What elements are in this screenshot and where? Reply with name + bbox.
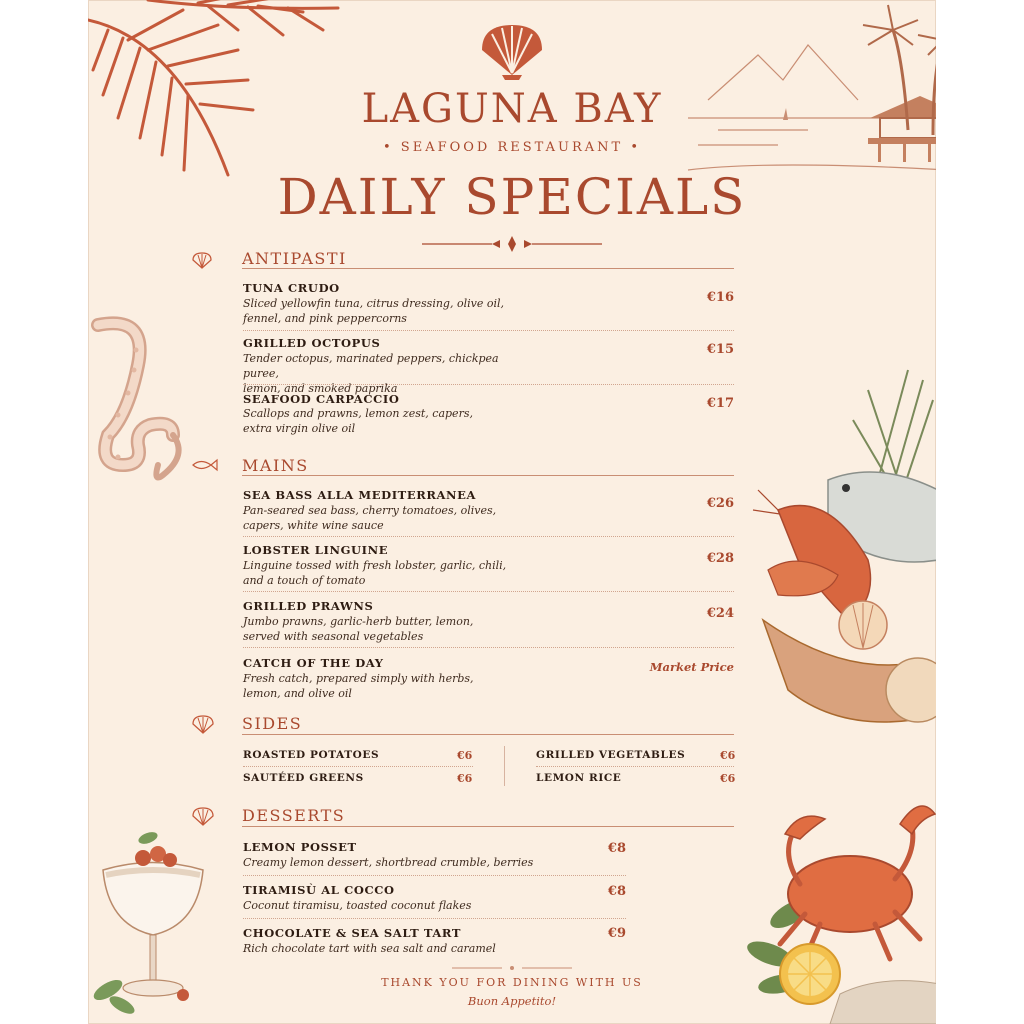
side-item-name: LEMON RICE (536, 772, 622, 784)
menu-item-description (243, 296, 523, 326)
shell-icon (192, 715, 214, 735)
side-item-name: SAUTÉED GREENS (243, 772, 364, 784)
shell-icon (192, 252, 212, 270)
section-heading-sides: SIDES (242, 714, 303, 733)
menu-item-price: €15 (706, 342, 734, 357)
menu-item-price: €26 (706, 496, 734, 511)
side-item-price: €6 (457, 772, 473, 785)
menu-item-price: €24 (706, 606, 734, 621)
title-divider-ornament (422, 234, 602, 254)
menu-item-price: Market Price (649, 660, 734, 674)
menu-item-description: Creamy lemon dessert, shortbread crumble, berries (243, 856, 534, 869)
menu-item-name: LEMON POSSET (243, 840, 357, 854)
item-separator (536, 766, 734, 767)
restaurant-name: LAGUNA BAY (361, 86, 663, 132)
item-separator (243, 647, 734, 648)
seafood-basket-illustration (758, 360, 936, 760)
side-item-price: €6 (720, 749, 736, 762)
section-heading-mains: MAINS (242, 456, 309, 475)
item-separator (243, 918, 626, 919)
sides-column-divider (504, 746, 505, 786)
desc-line: Tender octopus, marinated peppers, chickpea puree, (243, 352, 499, 380)
menu-item-price: €8 (607, 841, 626, 856)
octopus-tentacle-illustration (88, 315, 208, 485)
dessert-glass-illustration (88, 830, 218, 1020)
menu-item-description (243, 351, 523, 396)
section-heading-desserts: DESSERTS (242, 806, 346, 825)
menu-item-description: Rich chocolate tart with sea salt and caramel (243, 942, 496, 955)
footer-thanks: THANK YOU FOR DINING WITH US (381, 976, 643, 989)
desc-line: Pan-seared sea bass, cherry tomatoes, olives, (243, 504, 497, 517)
menu-item-price: €16 (706, 290, 734, 305)
menu-item-description: Coconut tiramisu, toasted coconut flakes (243, 899, 472, 912)
desc-line: served with seasonal vegetables (243, 630, 424, 643)
desc-line: Jumbo prawns, garlic-herb butter, lemon, (243, 615, 474, 628)
footer-ornament (452, 963, 572, 973)
menu-item-name: GRILLED PRAWNS (243, 599, 374, 613)
menu-item-price: €9 (607, 926, 626, 941)
section-rule (242, 826, 734, 827)
restaurant-tagline: • SEAFOOD RESTAURANT • (383, 140, 641, 155)
menu-item-description (243, 406, 523, 436)
section-heading-antipasti: ANTIPASTI (242, 249, 347, 268)
menu-item-description (243, 614, 523, 644)
section-rule (242, 475, 734, 476)
item-separator (243, 384, 734, 385)
section-rule (242, 268, 734, 269)
desc-line: extra virgin olive oil (243, 422, 356, 435)
crab-with-lemon-illustration (700, 794, 936, 1024)
menu-item-name: SEAFOOD CARPACCIO (243, 392, 400, 406)
page-title: DAILY SPECIALS (277, 168, 747, 226)
side-item-name: GRILLED VEGETABLES (536, 749, 686, 761)
menu-item-name: CATCH OF THE DAY (243, 656, 384, 670)
side-item-price: €6 (457, 749, 473, 762)
menu-item-name: TUNA CRUDO (243, 281, 340, 295)
desc-line: Fresh catch, prepared simply with herbs, (243, 672, 474, 685)
menu-item-name: CHOCOLATE & SEA SALT TART (243, 926, 461, 940)
menu-item-name: SEA BASS ALLA MEDITERRANEA (243, 488, 477, 502)
desc-line: Sliced yellowfin tuna, citrus dressing, olive oil, (243, 297, 504, 310)
scallop-shell-logo (477, 20, 547, 80)
menu-page (88, 0, 936, 1024)
item-separator (243, 591, 734, 592)
item-separator (243, 766, 473, 767)
desc-line: fennel, and pink peppercorns (243, 312, 407, 325)
menu-item-name: LOBSTER LINGUINE (243, 543, 389, 557)
menu-item-description (243, 558, 523, 588)
menu-item-price: €8 (607, 884, 626, 899)
item-separator (243, 330, 734, 331)
menu-item-price: €28 (706, 551, 734, 566)
item-separator (243, 875, 626, 876)
desc-line: lemon, and smoked paprika (243, 382, 398, 395)
desc-line: capers, white wine sauce (243, 519, 384, 532)
menu-item-description (243, 503, 523, 533)
menu-item-name: TIRAMISÙ AL COCCO (243, 883, 395, 897)
desc-line: Scallops and prawns, lemon zest, capers, (243, 407, 473, 420)
menu-item-price: €17 (706, 396, 734, 411)
footer-sign-off: Buon Appetito! (467, 994, 557, 1008)
side-item-price: €6 (720, 772, 736, 785)
item-separator (243, 536, 734, 537)
menu-item-name: GRILLED OCTOPUS (243, 336, 381, 350)
desc-line: and a touch of tomato (243, 574, 366, 587)
desc-line: lemon, and olive oil (243, 687, 352, 700)
section-rule (242, 734, 734, 735)
menu-item-description (243, 671, 523, 701)
fish-icon (191, 458, 217, 472)
shell-icon (192, 807, 214, 827)
side-item-name: ROASTED POTATOES (243, 749, 380, 761)
desc-line: Linguine tossed with fresh lobster, garlic, chili, (243, 559, 507, 572)
